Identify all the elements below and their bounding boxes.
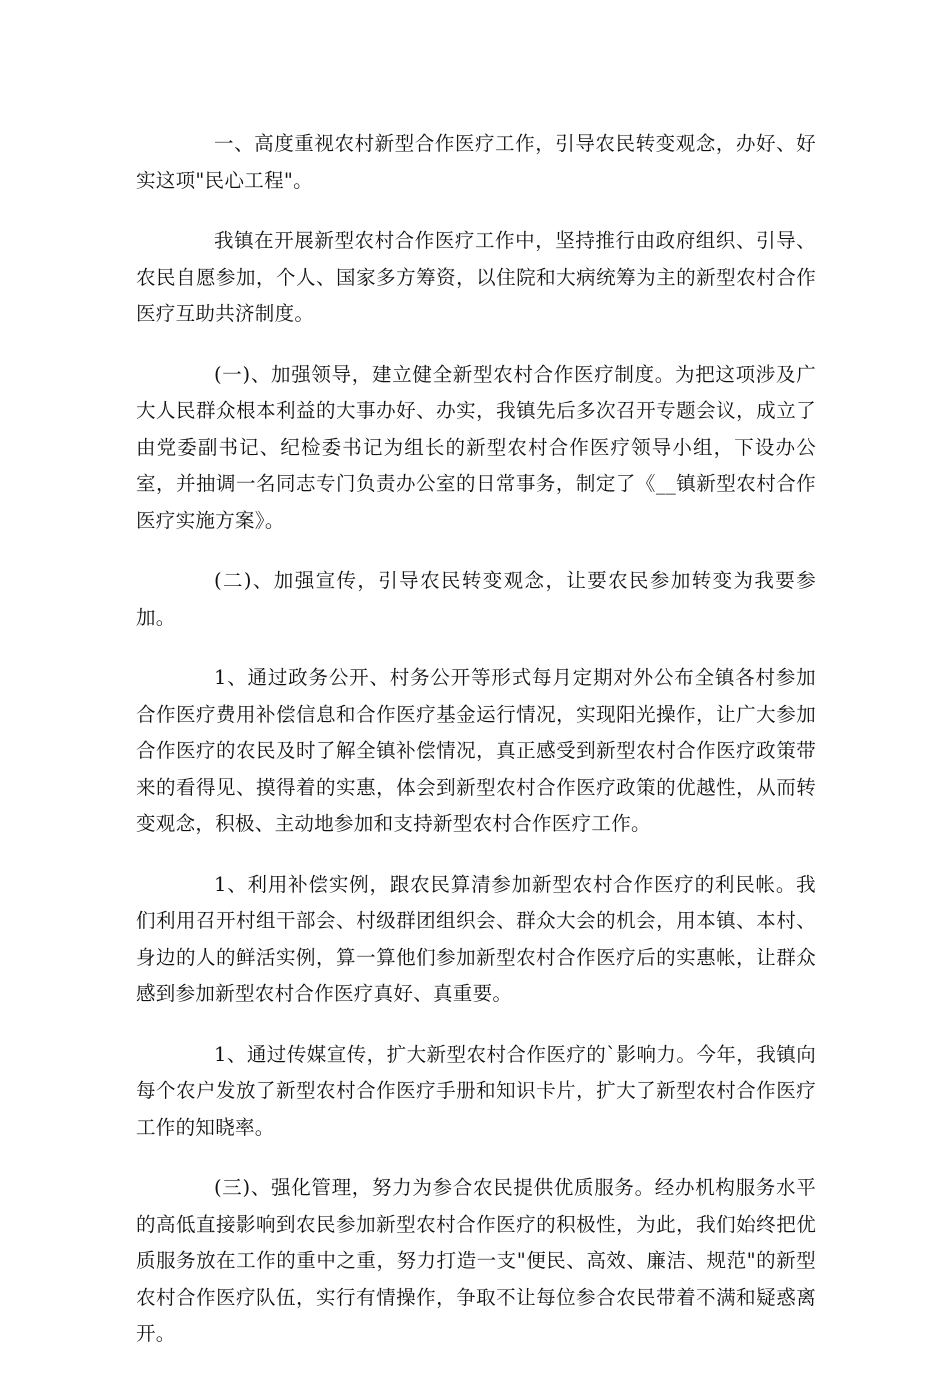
paragraph-leadership: (一)、加强领导，建立健全新型农村合作医疗制度。为把这项涉及广大人民群众根本利益的大事办好、办实，我镇先后多次召开专题会议，成立了由党委副书记、纪检委书记为组长的新型农村合作医疗领导小组，下设办公室，并抽调一名同志专门负责办公室的日常事务，制定了《__镇新型农村合作医疗实施方案》。 — [136, 362, 816, 532]
document-body — [136, 126, 816, 1377]
paragraph-transparency: 1、通过政务公开、村务公开等形式每月定期对外公布全镇各村参加合作医疗费用补偿信息和合作医疗基金运行情况，实现阳光操作，让广大参加合作医疗的农民及时了解全镇补偿情况，真正感受到新型农村合作医疗政策带来的看得见、摸得着的实惠，体会到新型农村合作医疗政策的优越性，从而转变观念，积极、主动地参加和支持新型农村合作医疗工作。 — [136, 666, 816, 835]
paragraph-examples: 1、利用补偿实例，跟农民算清参加新型农村合作医疗的利民帐。我们利用召开村组干部会、村级群团组织会、群众大会的机会，用本镇、本村、身边的人的鲜活实例，算一算他们参加新型农村合作医疗后的实惠帐，让群众感到参加新型农村合作医疗真好、真重要。 — [136, 872, 816, 1005]
paragraph-management: (三)、强化管理，努力为参合农民提供优质服务。经办机构服务水平的高低直接影响到农民参加新型农村合作医疗的积极性，为此，我们始终把优质服务放在工作的重中之重，努力打造一支"便民、高效、廉洁、规范"的新型农村合作医疗队伍，实行有情操作，争取不让每位参合农民带着不满和疑惑离开。 — [136, 1176, 816, 1345]
paragraph-publicity-heading: (二)、加强宣传，引导农民转变观念，让要农民参加转变为我要参加。 — [136, 569, 816, 629]
paragraph-media: 1、通过传媒宣传，扩大新型农村合作医疗的`影响力。今年，我镇向每个农户发放了新型农村合作医疗手册和知识卡片，扩大了新型农村合作医疗工作的知晓率。 — [136, 1042, 816, 1139]
paragraph-intro: 我镇在开展新型农村合作医疗工作中，坚持推行由政府组织、引导、农民自愿参加，个人、国家多方筹资，以住院和大病统筹为主的新型农村合作医疗互助共济制度。 — [136, 229, 816, 325]
paragraph-section-one-heading: 一、高度重视农村新型合作医疗工作，引导农民转变观念，办好、好实这项"民心工程"。 — [136, 132, 816, 192]
